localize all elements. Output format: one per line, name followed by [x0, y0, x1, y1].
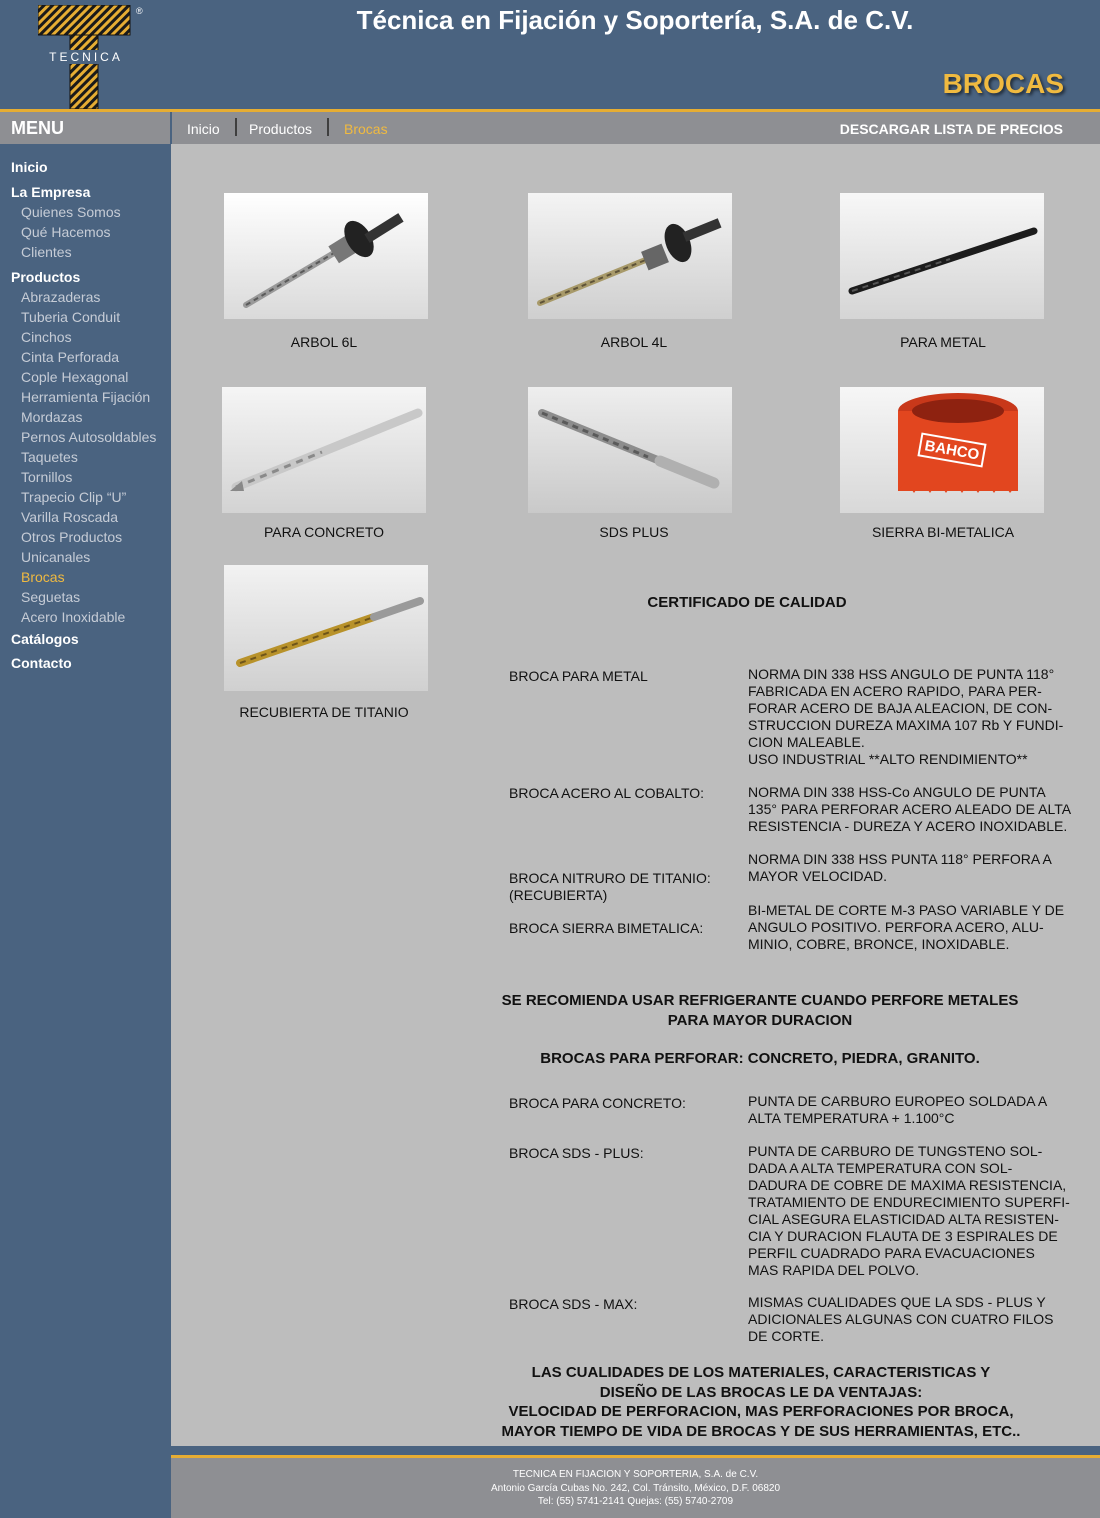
sidebar-item-cinchos[interactable]: Cinchos — [21, 329, 72, 345]
sidebar-item-la-empresa[interactable]: La Empresa — [11, 184, 91, 200]
product-image-arbol-4l[interactable] — [528, 193, 732, 319]
menu-header — [0, 112, 170, 144]
spec-description: MISMAS CUALIDADES QUE LA SDS - PLUS Y ADICIONALES ALGUNAS CON CUATRO FILOS DE CORTE. — [748, 1294, 1054, 1344]
closing-statement: LAS CUALIDADES DE LOS MATERIALES, CARACTERISTICAS Y DISEÑO DE LAS BROCAS LE DA VENTAJAS: VELOCIDAD DE PERFORACION, MAS PERFORACIONES POR BROCA, MAYOR TIEMPO DE VIDA DE BROCAS Y DE SUS HERRAMIENTAS, ETC.. — [501, 1364, 1021, 1440]
product-image-para-metal[interactable] — [840, 193, 1044, 319]
certificate-title: CERTIFICADO DE CALIDAD — [647, 594, 847, 611]
sidebar-item-pernos-autosoldables[interactable]: Pernos Autosoldables — [21, 429, 157, 445]
product-image-arbol-6l[interactable] — [224, 193, 428, 319]
sidebar-item-cinta-perforada[interactable]: Cinta Perforada — [21, 349, 120, 365]
spec-name: BROCA PARA CONCRETO: — [509, 1095, 686, 1111]
section-title: BROCAS — [942, 68, 1064, 99]
sidebar-item-productos[interactable]: Productos — [11, 269, 81, 285]
sidebar-item-cople-hexagonal[interactable]: Cople Hexagonal — [21, 369, 129, 385]
footer-phone: Tel: (55) 5741-2141 Quejas: (55) 5740-2709 — [537, 1496, 734, 1507]
breadcrumb-brocas: Brocas — [344, 121, 388, 137]
sidebar-item-quienes-somos[interactable]: Quienes Somos — [21, 204, 121, 220]
spec-description: NORMA DIN 338 HSS-Co ANGULO DE PUNTA 135° PARA PERFORAR ACERO ALEADO DE ALTA RESISTENCIA - DUREZA Y ACERO INOXIDABLE. — [748, 784, 1072, 834]
product-label: ARBOL 6L — [290, 334, 358, 350]
download-price-list-link[interactable]: DESCARGAR LISTA DE PRECIOS — [839, 121, 1063, 137]
product-label: SDS PLUS — [599, 524, 669, 540]
sidebar-item-brocas[interactable]: Brocas — [21, 569, 65, 585]
footer-address: Antonio García Cubas No. 242, Col. Tránsito, México, D.F. 06820 — [490, 1483, 781, 1494]
sidebar — [0, 144, 170, 1518]
site-header — [0, 0, 1100, 110]
breadcrumb-inicio[interactable]: Inicio — [187, 121, 220, 137]
spec-name: BROCA ACERO AL COBALTO: — [509, 785, 705, 801]
sidebar-item-trapecio-clip[interactable]: Trapecio Clip “U” — [21, 489, 127, 505]
sidebar-item-catalogos[interactable]: Catálogos — [11, 631, 79, 647]
spec-name: BROCA PARA METAL — [509, 668, 648, 684]
product-label: RECUBIERTA DE TITANIO — [239, 704, 409, 720]
concrete-section-title: BROCAS PARA PERFORAR: CONCRETO, PIEDRA, GRANITO. — [540, 1050, 980, 1067]
spec-description: PUNTA DE CARBURO DE TUNGSTENO SOL- DADA A ALTA TEMPERATURA CON SOL- DADURA DE COBRE DE MAXIMA RESISTENCIA, TRATAMIENTO DE ENDURECIMIENTO SUPERFI- CIAL ASEGURA ELASTICIDAD ALTA RESISTEN- CIA Y DURACION FLAUTA DE 3 ESPIRALES DE PERFIL CUADRADO PARA EVACUACIONES MAS RAPIDA DEL POLVO. — [748, 1143, 1070, 1278]
spec-name: BROCA SIERRA BIMETALICA: — [509, 920, 704, 936]
spec-description: NORMA DIN 338 HSS ANGULO DE PUNTA 118° FABRICADA EN ACERO RAPIDO, PARA PER- FORAR ACERO DE BAJA ALEACION, DE CON- STRUCCION DUREZA MAXIMA 107 Rb Y FUNDI- CION MALEABLE. USO INDUSTRIAL **ALTO RENDIMIENTO** — [748, 666, 1064, 767]
sidebar-item-seguetas[interactable]: Seguetas — [21, 589, 81, 605]
product-label: PARA METAL — [900, 334, 986, 350]
menu-title: MENU — [11, 118, 64, 138]
sidebar-item-tuberia-conduit[interactable]: Tuberia Conduit — [21, 309, 121, 325]
bahco-brand-text: BAHCO — [923, 437, 981, 464]
sidebar-item-contacto[interactable]: Contacto — [11, 655, 72, 671]
footer-company: TECNICA EN FIJACION Y SOPORTERIA, S.A. de C.V. — [512, 1469, 759, 1480]
product-image-para-concreto[interactable] — [222, 387, 426, 513]
product-image-recubierta-titanio[interactable] — [224, 565, 428, 691]
site-title: Técnica en Fijación y Soportería, S.A. de C.V. — [356, 5, 914, 35]
spec-name: BROCA SDS - PLUS: — [509, 1145, 644, 1161]
sidebar-item-que-hacemos[interactable]: Qué Hacemos — [21, 224, 111, 240]
sidebar-item-acero-inoxidable[interactable]: Acero Inoxidable — [21, 609, 126, 625]
sidebar-item-inicio[interactable]: Inicio — [11, 159, 48, 175]
spec-name: BROCA SDS - MAX: — [509, 1296, 638, 1312]
spec-description: NORMA DIN 338 HSS PUNTA 118° PERFORA A MAYOR VELOCIDAD. — [748, 851, 1052, 884]
breadcrumb — [172, 112, 1100, 144]
sidebar-item-otros-productos[interactable]: Otros Productos — [21, 529, 123, 545]
site-footer — [171, 1458, 1100, 1518]
product-label: PARA CONCRETO — [263, 524, 385, 540]
spec-name: BROCA NITRURO DE TITANIO: (RECUBIERTA) — [509, 870, 711, 903]
sidebar-item-taquetes[interactable]: Taquetes — [21, 449, 78, 465]
sidebar-item-abrazaderas[interactable]: Abrazaderas — [21, 289, 101, 305]
sidebar-item-clientes[interactable]: Clientes — [21, 244, 72, 260]
sidebar-item-mordazas[interactable]: Mordazas — [21, 409, 83, 425]
spec-description: PUNTA DE CARBURO EUROPEO SOLDADA A ALTA TEMPERATURA + 1.100°C — [748, 1093, 1048, 1126]
product-label: ARBOL 4L — [600, 334, 668, 350]
main-content — [171, 144, 1100, 1446]
product-label: SIERRA BI-METALICA — [871, 524, 1015, 540]
breadcrumb-productos[interactable]: Productos — [249, 121, 313, 137]
breadcrumb-separator — [327, 118, 329, 136]
sidebar-item-varilla-roscada[interactable]: Varilla Roscada — [21, 509, 119, 525]
logo-text: TECNICA — [40, 50, 132, 64]
sidebar-item-tornillos[interactable]: Tornillos — [21, 469, 73, 485]
recommendation-note: SE RECOMIENDA USAR REFRIGERANTE CUANDO PERFORE METALES PARA MAYOR DURACION — [501, 992, 1019, 1029]
registered-mark: ® — [136, 6, 143, 16]
sidebar-item-herramienta-fijacion[interactable]: Herramienta Fijación — [21, 389, 151, 405]
product-image-sierra-bi-metalica[interactable] — [840, 387, 1044, 513]
product-image-sds-plus[interactable] — [528, 387, 732, 513]
sidebar-item-unicanales[interactable]: Unicanales — [21, 549, 91, 565]
breadcrumb-separator — [235, 118, 237, 136]
spec-description: BI-METAL DE CORTE M-3 PASO VARIABLE Y DE ANGULO POSITIVO. PERFORA ACERO, ALU- MINIO, COBRE, BRONCE, INOXIDABLE. — [748, 902, 1065, 952]
